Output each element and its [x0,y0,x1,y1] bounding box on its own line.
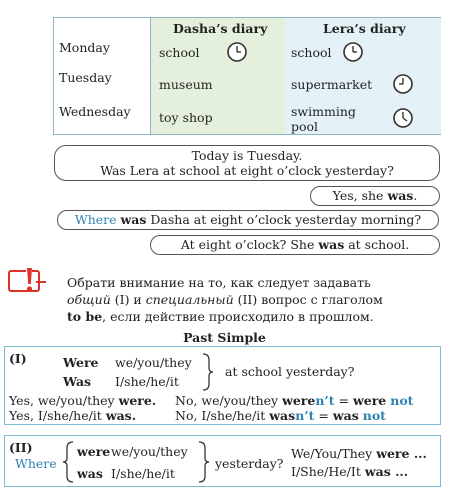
contraction-nt: n’t [295,408,315,423]
dasha-wednesday-place: toy shop [159,110,213,125]
answer-text: Yes, she [332,188,388,203]
answer-verb: was [318,237,345,252]
answer-no-line-1 [175,393,413,408]
section-label-i: (I) [9,351,27,366]
reply-pronouns: We/You/They [291,446,377,461]
answer-line-2 [9,408,136,423]
answer-verb: was [387,188,414,203]
answer-no-verb: was [269,408,296,423]
answer-no: No, we/you/they [175,393,283,408]
answer-yes: Yes, I/she/he/it [9,408,106,423]
lera-monday-place: school [291,45,332,60]
note-text: , если действие происходило в прошлом. [102,309,374,324]
general-question-box [4,346,441,425]
speech-bubble-where-question [57,210,439,230]
special-question-box [4,435,441,487]
answer-no-line-2 [175,408,386,423]
was-word: was [77,466,103,481]
section-label-ii: (II) [9,440,33,455]
reply-line-2 [291,464,408,479]
answer-rest: at school. [344,237,410,252]
was-word: Was [63,374,92,389]
lera-wednesday-place-line1: swimming [291,104,356,119]
answer-no-verb-full: was [332,408,359,423]
note-text: (I) и [110,292,146,307]
attention-icon [6,266,50,296]
were-pronouns: we/you/they [115,355,192,370]
note-general: общий [67,292,111,307]
bubble-line-question: Was Lera at school at eight o’clock yesterday? [100,163,394,178]
lera-wednesday-place-line2: pool [291,119,319,134]
not-word: not [390,393,414,408]
question-tail: yesterday? [215,456,284,471]
contraction-nt: n’t [315,393,335,408]
dasha-tuesday-place: museum [159,77,213,92]
right-brace-icon [197,441,211,483]
clock-icon [227,42,247,62]
grammar-note [67,274,442,325]
not-word: not [362,408,386,423]
reply-line-1 [291,446,427,461]
lera-diary-column [285,18,441,134]
reply-verb: were ... [376,446,427,461]
clock-icon [343,42,363,62]
reply-pronouns: I/She/He/It [291,464,365,479]
answer-no-verb: were [282,393,316,408]
note-to-be: to be [67,309,103,324]
note-line-2 [67,291,442,308]
answer-no-verb-full: were [352,393,387,408]
was-pronouns: I/she/he/it [111,466,175,481]
were-pronouns: we/you/they [111,444,188,459]
day-wednesday: Wednesday [59,104,131,119]
were-word: were [77,444,111,459]
answer-no: No, I/she/he/it [175,408,270,423]
answer-text: At eight o’clock? She [180,237,319,252]
question-rest: Dasha at eight o’clock yesterday morning? [150,212,422,227]
diary-table [53,17,441,135]
note-text: (II) вопрос с глаголом [233,292,383,307]
note-line-1: Обрати внимание на то, как следует задавать [67,275,371,290]
equals: = [334,393,353,408]
note-special: специальный [145,292,234,307]
clock-icon [393,74,413,94]
past-simple-title: Past Simple [183,330,266,345]
clock-icon [393,108,413,128]
where-word: Where [15,456,57,471]
dasha-monday-place: school [159,45,200,60]
speech-bubble-answer-school [150,235,440,255]
answer-line-1 [9,393,156,408]
speech-bubble-answer-yes [310,186,440,206]
was-word: was [120,212,147,227]
lera-tuesday-place: supermarket [291,77,373,92]
day-tuesday: Tuesday [59,70,112,85]
dasha-diary-column [150,18,286,134]
answer-punct: . [413,188,418,203]
bubble-line-today: Today is Tuesday. [191,148,303,163]
day-monday: Monday [59,40,110,55]
reply-verb: was ... [364,464,409,479]
equals: = [314,408,333,423]
were-word: Were [63,355,99,370]
days-column [54,18,150,134]
note-line-3 [67,308,442,325]
right-brace-icon [201,353,215,391]
answer-yes-verb: were. [118,393,157,408]
where-word: Where [74,212,117,227]
answer-yes: Yes, we/you/they [9,393,119,408]
lera-diary-title: Lera’s diary [323,21,406,36]
left-brace-icon [61,441,75,483]
speech-bubble-question [54,145,440,181]
dasha-diary-title: Dasha’s diary [173,21,268,36]
was-pronouns: I/she/he/it [115,374,179,389]
question-tail: at school yesterday? [225,364,355,379]
answer-yes-verb: was. [105,408,137,423]
